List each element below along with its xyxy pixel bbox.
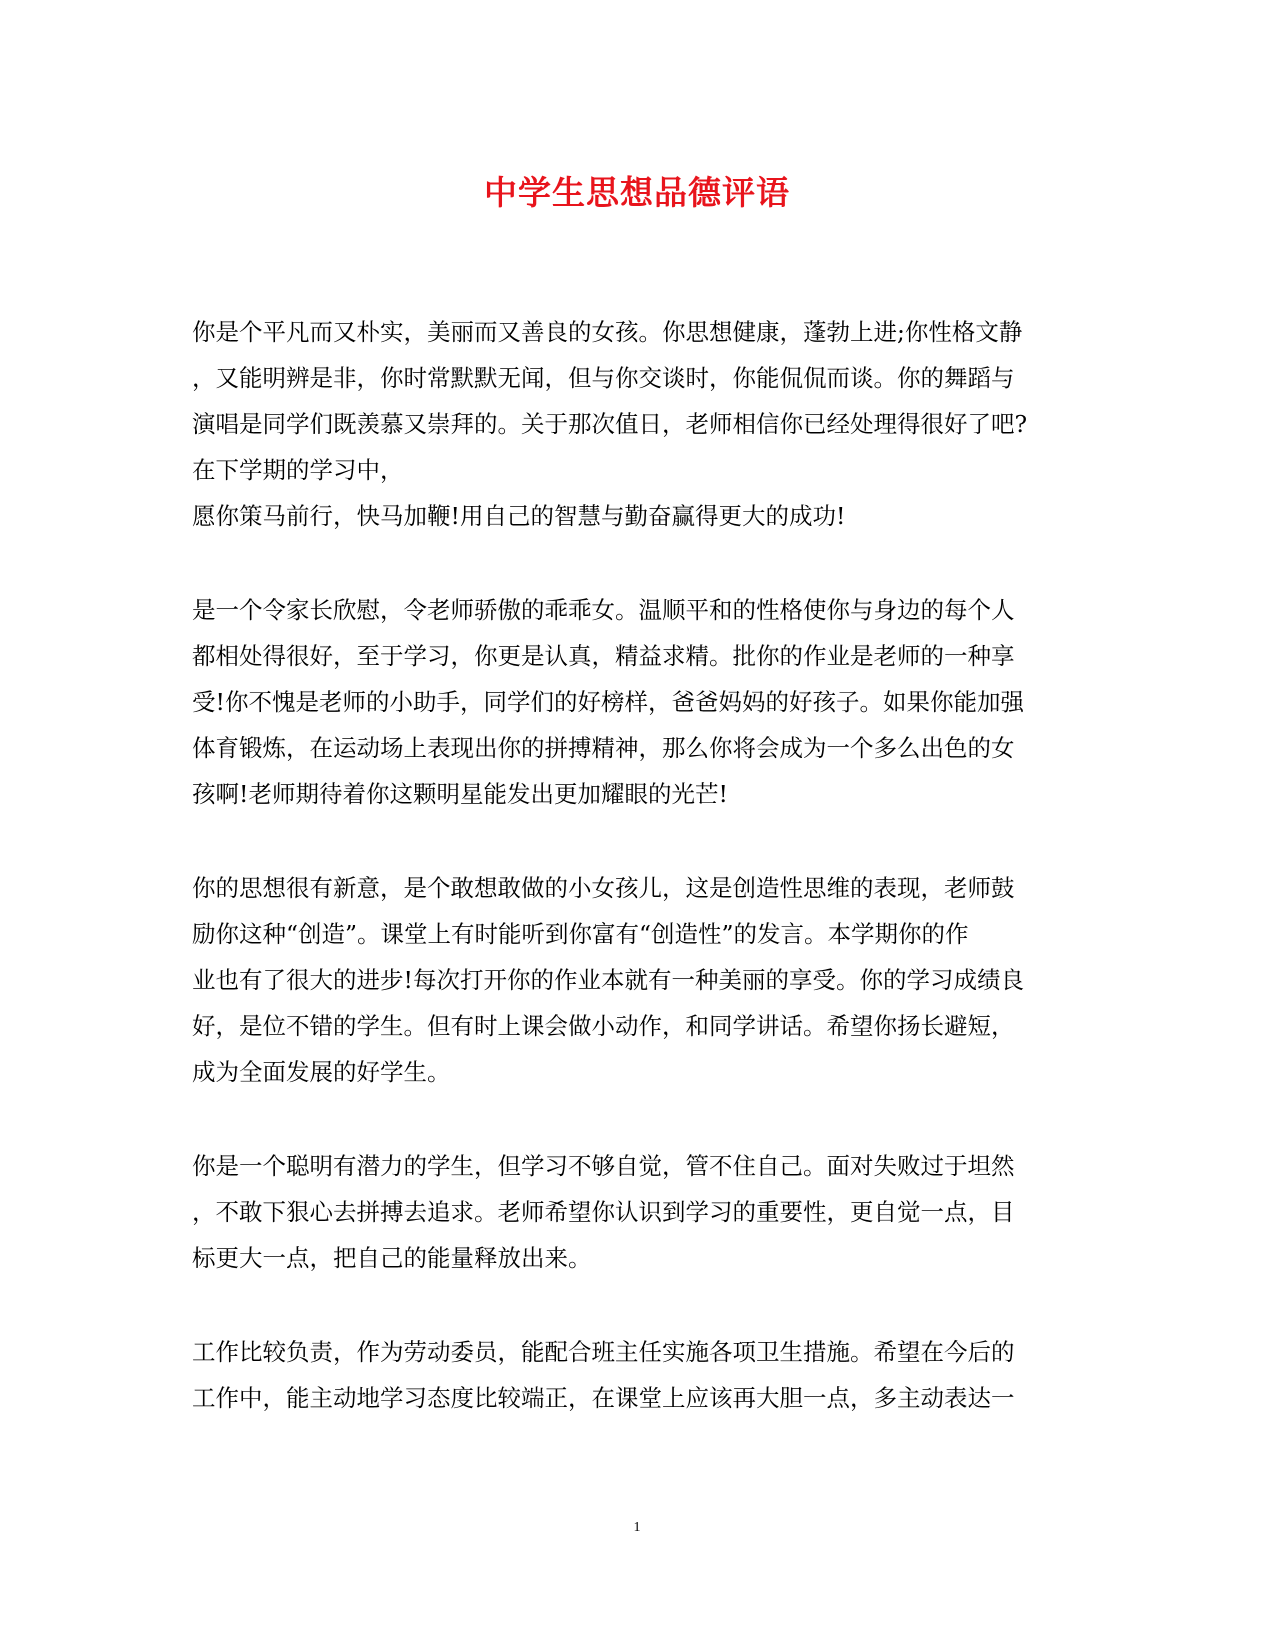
paragraph-1-line-1: 你是个平凡而又朴实，美丽而又善良的女孩。你思想健康，蓬勃上进;你性格文静 bbox=[192, 318, 1023, 346]
page-number: 1 bbox=[633, 1520, 641, 1535]
paragraph-4-line-3: 标更大一点，把自己的能量释放出来。 bbox=[192, 1244, 592, 1272]
paragraph-2-line-5: 孩啊!老师期待着你这颗明星能发出更加耀眼的光芒! bbox=[192, 780, 728, 808]
paragraph-1-line-5: 愿你策马前行，快马加鞭!用自己的智慧与勤奋赢得更大的成功! bbox=[192, 502, 846, 530]
paragraph-4-line-1: 你是一个聪明有潜力的学生，但学习不够自觉，管不住自己。面对失败过于坦然 bbox=[192, 1152, 1015, 1180]
paragraph-3-line-2: 励你这种“创造”。课堂上有时能听到你富有“创造性”的发言。本学期你的作 bbox=[192, 920, 969, 948]
paragraph-3-line-3: 业也有了很大的进步!每次打开你的作业本就有一种美丽的享受。你的学习成绩良 bbox=[192, 966, 1024, 994]
paragraph-2-line-2: 都相处得很好，至于学习，你更是认真，精益求精。批你的作业是老师的一种享 bbox=[192, 642, 1015, 670]
paragraph-4-line-2: ，不敢下狠心去拼搏去追求。老师希望你认识到学习的重要性，更自觉一点，目 bbox=[192, 1198, 1015, 1226]
document-title: 中学生思想品德评语 bbox=[484, 173, 790, 212]
paragraph-5-line-2: 工作中，能主动地学习态度比较端正，在课堂上应该再大胆一点，多主动表达一 bbox=[192, 1384, 1015, 1412]
paragraph-3-line-5: 成为全面发展的好学生。 bbox=[192, 1058, 451, 1086]
paragraph-2-line-4: 体育锻炼，在运动场上表现出你的拼搏精神，那么你将会成为一个多么出色的女 bbox=[192, 734, 1015, 762]
paragraph-1-line-3: 演唱是同学们既羡慕又崇拜的。关于那次值日，老师相信你已经处理得很好了吧? bbox=[192, 410, 1028, 438]
paragraph-2-line-1: 是一个令家长欣慰，令老师骄傲的乖乖女。温顺平和的性格使你与身边的每个人 bbox=[192, 596, 1015, 624]
paragraph-2-line-3: 受!你不愧是老师的小助手，同学们的好榜样，爸爸妈妈的好孩子。如果你能加强 bbox=[192, 688, 1024, 716]
paragraph-5-line-1: 工作比较负责，作为劳动委员，能配合班主任实施各项卫生措施。希望在今后的 bbox=[192, 1338, 1015, 1366]
paragraph-1-line-2: ，又能明辨是非，你时常默默无闻，但与你交谈时，你能侃侃而谈。你的舞蹈与 bbox=[192, 364, 1015, 392]
paragraph-1-line-4: 在下学期的学习中， bbox=[192, 456, 404, 484]
paragraph-3-line-4: 好，是位不错的学生。但有时上课会做小动作，和同学讲话。希望你扬长避短， bbox=[192, 1012, 1015, 1040]
paragraph-3-line-1: 你的思想很有新意，是个敢想敢做的小女孩儿，这是创造性思维的表现，老师鼓 bbox=[192, 874, 1015, 902]
